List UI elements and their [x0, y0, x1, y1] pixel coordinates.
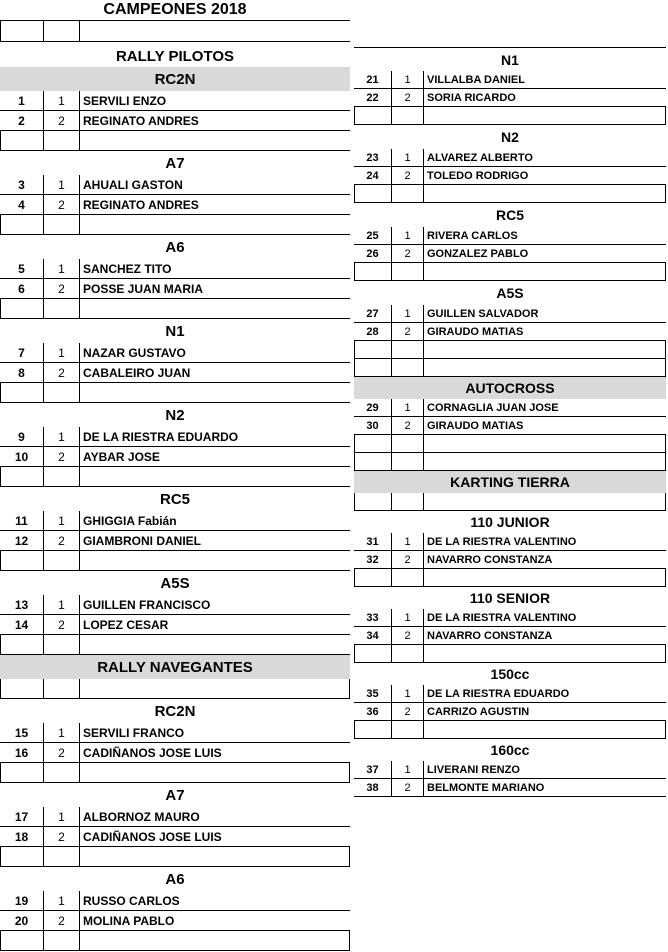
blank-cell	[0, 763, 44, 783]
row-number: 18	[0, 827, 44, 847]
driver-name: NAVARRO CONSTANZA	[424, 627, 666, 645]
driver-name: NAVARRO CONSTANZA	[424, 551, 666, 569]
blank-row	[354, 185, 666, 203]
position: 2	[392, 779, 424, 797]
karting-heading	[354, 471, 666, 493]
blank-row	[0, 215, 350, 235]
position: 1	[44, 343, 80, 363]
blank-cell	[354, 569, 392, 587]
category-heading-text: N1	[165, 322, 185, 340]
table-row	[354, 761, 666, 779]
table-row	[354, 703, 666, 721]
table-row	[0, 259, 350, 279]
driver-name: ALVAREZ ALBERTO	[424, 149, 666, 167]
blank-cell	[392, 493, 424, 511]
blank-cell	[424, 645, 666, 663]
category-heading	[354, 511, 666, 533]
row-number: 2	[0, 111, 44, 131]
category-heading	[0, 319, 350, 343]
table-row	[0, 911, 350, 931]
position: 1	[392, 149, 424, 167]
table-row	[354, 149, 666, 167]
driver-name: GIAMBRONI DANIEL	[80, 531, 350, 551]
blank-row	[0, 551, 350, 571]
position: 1	[44, 723, 80, 743]
blank-cell	[424, 453, 666, 471]
position: 1	[392, 227, 424, 245]
category-heading	[0, 783, 350, 807]
blank-cell	[80, 467, 350, 487]
blank-cell	[392, 645, 424, 663]
row-number: 17	[0, 807, 44, 827]
category-heading	[0, 67, 350, 91]
driver-name: DE LA RIESTRA EDUARDO	[424, 685, 666, 703]
driver-name: CADIÑANOS JOSE LUIS	[80, 827, 350, 847]
blank-row	[0, 383, 350, 403]
rally-pilotos-heading	[0, 45, 350, 67]
blank-row	[0, 679, 350, 699]
position: 1	[44, 427, 80, 447]
position: 1	[44, 511, 80, 531]
rally-navegantes-heading-text: RALLY NAVEGANTES	[97, 658, 253, 676]
table-row	[354, 89, 666, 107]
table-row	[354, 533, 666, 551]
position: 1	[44, 175, 80, 195]
row-number: 16	[0, 743, 44, 763]
row-number: 32	[354, 551, 392, 569]
row-number: 30	[354, 417, 392, 435]
driver-name: GUILLEN SALVADOR	[424, 305, 666, 323]
category-heading-text: A5S	[160, 574, 190, 592]
row-number: 11	[0, 511, 44, 531]
position: 1	[392, 533, 424, 551]
blank-cell	[44, 931, 80, 951]
position: 2	[44, 279, 80, 299]
blank-cell	[424, 263, 666, 281]
position: 2	[392, 703, 424, 721]
table-row	[0, 827, 350, 847]
table-row	[0, 531, 350, 551]
blank-cell	[424, 493, 666, 511]
row-number: 5	[0, 259, 44, 279]
row-number: 21	[354, 71, 392, 89]
table-row	[0, 427, 350, 447]
driver-name: RUSSO CARLOS	[80, 891, 350, 911]
driver-name: DE LA RIESTRA EDUARDO	[80, 427, 350, 447]
table-row	[354, 551, 666, 569]
position: 2	[44, 743, 80, 763]
blank-row	[354, 435, 666, 453]
driver-name: SERVILI ENZO	[80, 91, 350, 111]
table-row	[0, 595, 350, 615]
blank-cell	[392, 721, 424, 739]
blank-row	[0, 299, 350, 319]
blank-cell	[0, 383, 44, 403]
row-number: 9	[0, 427, 44, 447]
blank-cell	[44, 847, 80, 867]
row-number: 26	[354, 245, 392, 263]
blank-cell	[0, 215, 44, 235]
position: 1	[44, 91, 80, 111]
position: 2	[44, 363, 80, 383]
position: 1	[44, 259, 80, 279]
driver-name: AYBAR JOSE	[80, 447, 350, 467]
category-heading-text: A5S	[496, 285, 524, 301]
category-heading-text: RC2N	[154, 702, 196, 720]
table-row	[0, 343, 350, 363]
driver-name: CORNAGLIA JUAN JOSE	[424, 399, 666, 417]
driver-name: SERVILI FRANCO	[80, 723, 350, 743]
blank-row	[354, 107, 666, 125]
blank-row	[0, 763, 350, 783]
category-heading-text: 160cc	[490, 742, 530, 758]
blank-cell	[80, 763, 350, 783]
blank-cell	[0, 931, 44, 951]
table-row	[0, 111, 350, 131]
blank-cell	[80, 635, 350, 655]
position: 2	[44, 447, 80, 467]
table-row	[354, 227, 666, 245]
table-row	[0, 363, 350, 383]
blank-cell	[0, 21, 44, 42]
row-number: 36	[354, 703, 392, 721]
row-number: 31	[354, 533, 392, 551]
blank-cell	[44, 635, 80, 655]
table-row	[0, 447, 350, 467]
row-number: 12	[0, 531, 44, 551]
row-number: 33	[354, 609, 392, 627]
blank-cell	[354, 721, 392, 739]
category-heading	[354, 125, 666, 149]
category-heading-text: A6	[165, 238, 185, 256]
blank-cell	[392, 453, 424, 471]
blank-cell	[354, 453, 392, 471]
blank-cell	[392, 263, 424, 281]
category-heading	[0, 571, 350, 595]
driver-name: GHIGGIA Fabián	[80, 511, 350, 531]
position: 2	[44, 911, 80, 931]
table-row	[0, 891, 350, 911]
blank-cell	[392, 435, 424, 453]
category-heading	[354, 281, 666, 305]
table-row	[0, 807, 350, 827]
autocross-heading	[354, 377, 666, 399]
blank-cell	[424, 721, 666, 739]
blank-row	[0, 131, 350, 151]
blank-row	[0, 847, 350, 867]
category-heading	[0, 151, 350, 175]
blank-cell	[44, 131, 80, 151]
blank-cell	[354, 107, 392, 125]
blank-cell	[0, 551, 44, 571]
rally-navegantes-heading	[0, 655, 350, 679]
blank-cell	[0, 679, 44, 699]
blank-row	[0, 931, 350, 951]
category-heading	[0, 699, 350, 723]
category-heading-text: N2	[165, 406, 185, 424]
blank-cell	[80, 215, 350, 235]
row-number: 3	[0, 175, 44, 195]
row-number: 1	[0, 91, 44, 111]
blank-row	[354, 569, 666, 587]
blank-row	[0, 467, 350, 487]
driver-name: DE LA RIESTRA VALENTINO	[424, 609, 666, 627]
category-heading	[354, 663, 666, 685]
table-row	[0, 615, 350, 635]
table-row	[354, 399, 666, 417]
blank-row	[354, 263, 666, 281]
table-row	[354, 609, 666, 627]
table-row	[0, 195, 350, 215]
row-number: 6	[0, 279, 44, 299]
row-number: 7	[0, 343, 44, 363]
blank-cell	[0, 467, 44, 487]
category-heading-text: 150cc	[490, 666, 530, 682]
driver-name: LIVERANI RENZO	[424, 761, 666, 779]
category-heading-text: A7	[165, 786, 185, 804]
table-row	[354, 627, 666, 645]
table-row	[0, 511, 350, 531]
blank-cell	[424, 107, 666, 125]
blank-cell	[392, 341, 424, 359]
blank-cell	[424, 569, 666, 587]
position: 2	[44, 615, 80, 635]
blank-cell	[392, 107, 424, 125]
table-row	[354, 305, 666, 323]
table-row	[354, 685, 666, 703]
driver-name: TOLEDO RODRIGO	[424, 167, 666, 185]
row-number: 38	[354, 779, 392, 797]
blank-row	[354, 359, 666, 377]
row-number: 20	[0, 911, 44, 931]
row-number: 25	[354, 227, 392, 245]
page-title	[0, 0, 350, 21]
position: 2	[392, 551, 424, 569]
position: 1	[392, 609, 424, 627]
table-row	[354, 71, 666, 89]
driver-name: REGINATO ANDRES	[80, 195, 350, 215]
category-heading	[354, 587, 666, 609]
blank-cell	[354, 359, 392, 377]
blank-cell	[80, 931, 350, 951]
autocross-heading-text: AUTOCROSS	[465, 380, 555, 396]
blank-cell	[44, 21, 80, 42]
page-title-text: CAMPEONES 2018	[103, 1, 247, 18]
right-column	[354, 0, 666, 797]
category-heading-text: N2	[501, 129, 519, 145]
driver-name: GUILLEN FRANCISCO	[80, 595, 350, 615]
position: 1	[392, 685, 424, 703]
blank-cell	[424, 341, 666, 359]
position: 2	[392, 627, 424, 645]
position: 1	[392, 761, 424, 779]
category-heading	[0, 235, 350, 259]
driver-name: GIRAUDO MATIAS	[424, 417, 666, 435]
row-number: 8	[0, 363, 44, 383]
driver-name: REGINATO ANDRES	[80, 111, 350, 131]
row-number: 15	[0, 723, 44, 743]
driver-name: POSSE JUAN MARIA	[80, 279, 350, 299]
blank-cell	[0, 847, 44, 867]
driver-name: GONZALEZ PABLO	[424, 245, 666, 263]
blank-row	[354, 645, 666, 663]
blank-cell	[392, 185, 424, 203]
row-number: 13	[0, 595, 44, 615]
blank-cell	[44, 383, 80, 403]
blank-cell	[80, 299, 350, 319]
row-number: 29	[354, 399, 392, 417]
driver-name: MOLINA PABLO	[80, 911, 350, 931]
blank-cell	[44, 215, 80, 235]
category-heading-text: 110 SENIOR	[469, 590, 551, 606]
blank-cell	[44, 299, 80, 319]
blank-cell	[80, 131, 350, 151]
blank-cell	[44, 467, 80, 487]
blank-cell	[0, 299, 44, 319]
driver-name: ALBORNOZ MAURO	[80, 807, 350, 827]
blank-cell	[354, 435, 392, 453]
category-heading	[354, 739, 666, 761]
driver-name: LOPEZ CESAR	[80, 615, 350, 635]
table-row	[0, 743, 350, 763]
blank-row	[354, 493, 666, 511]
row-number: 4	[0, 195, 44, 215]
position: 2	[44, 195, 80, 215]
driver-name: SORIA RICARDO	[424, 89, 666, 107]
position: 1	[44, 891, 80, 911]
blank-cell	[80, 383, 350, 403]
row-number: 22	[354, 89, 392, 107]
row-number: 19	[0, 891, 44, 911]
blank-cell	[354, 645, 392, 663]
blank-row	[354, 341, 666, 359]
row-number: 34	[354, 627, 392, 645]
driver-name: CABALEIRO JUAN	[80, 363, 350, 383]
blank-row	[354, 453, 666, 471]
row-number: 28	[354, 323, 392, 341]
blank-cell	[0, 635, 44, 655]
blank-cell	[424, 435, 666, 453]
blank-cell	[80, 847, 350, 867]
driver-name: VILLALBA DANIEL	[424, 71, 666, 89]
category-heading	[0, 403, 350, 427]
spacer	[354, 0, 666, 47]
blank-cell	[424, 185, 666, 203]
table-row	[0, 723, 350, 743]
driver-name: RIVERA CARLOS	[424, 227, 666, 245]
row-number: 24	[354, 167, 392, 185]
blank-cell	[80, 679, 350, 699]
blank-row	[354, 721, 666, 739]
driver-name: BELMONTE MARIANO	[424, 779, 666, 797]
blank-cell	[80, 551, 350, 571]
category-heading-text: N1	[501, 51, 519, 68]
row-number: 35	[354, 685, 392, 703]
category-heading-text: RC5	[159, 490, 190, 508]
category-heading	[0, 867, 350, 891]
driver-name: CADIÑANOS JOSE LUIS	[80, 743, 350, 763]
table-row	[0, 175, 350, 195]
blank-cell	[44, 551, 80, 571]
driver-name: DE LA RIESTRA VALENTINO	[424, 533, 666, 551]
category-heading-text: RC2N	[154, 70, 196, 88]
table-row	[0, 91, 350, 111]
category-heading	[354, 47, 666, 71]
driver-name: AHUALI GASTON	[80, 175, 350, 195]
category-heading-text: A6	[165, 870, 185, 888]
row-number: 27	[354, 305, 392, 323]
position: 1	[44, 807, 80, 827]
blank-cell	[354, 263, 392, 281]
blank-cell	[80, 21, 350, 42]
blank-cell	[354, 493, 392, 511]
driver-name: SANCHEZ TITO	[80, 259, 350, 279]
driver-name: CARRIZO AGUSTIN	[424, 703, 666, 721]
table-row	[0, 279, 350, 299]
rally-pilotos-heading-text: RALLY PILOTOS	[115, 47, 235, 65]
position: 2	[392, 245, 424, 263]
blank-row	[0, 635, 350, 655]
position: 2	[392, 323, 424, 341]
blank-row	[0, 21, 350, 42]
blank-cell	[392, 569, 424, 587]
row-number: 14	[0, 615, 44, 635]
driver-name: NAZAR GUSTAVO	[80, 343, 350, 363]
blank-cell	[354, 341, 392, 359]
position: 1	[392, 305, 424, 323]
table-row	[354, 417, 666, 435]
blank-cell	[354, 185, 392, 203]
driver-name: GIRAUDO MATIAS	[424, 323, 666, 341]
table-row	[354, 245, 666, 263]
position: 1	[392, 71, 424, 89]
category-heading-text: 110 JUNIOR	[470, 514, 550, 530]
row-number: 37	[354, 761, 392, 779]
row-number: 23	[354, 149, 392, 167]
karting-heading-text: KARTING TIERRA	[450, 474, 570, 490]
position: 1	[44, 595, 80, 615]
blank-cell	[424, 359, 666, 377]
table-row	[354, 779, 666, 797]
position: 2	[392, 89, 424, 107]
blank-cell	[0, 131, 44, 151]
category-heading-text: A7	[165, 154, 185, 172]
position: 2	[392, 417, 424, 435]
table-row	[354, 323, 666, 341]
category-heading-text: RC5	[495, 207, 524, 223]
table-row	[354, 167, 666, 185]
blank-cell	[392, 359, 424, 377]
position: 2	[44, 827, 80, 847]
category-heading	[0, 487, 350, 511]
category-heading	[354, 203, 666, 227]
position: 2	[44, 531, 80, 551]
position: 2	[392, 167, 424, 185]
position: 2	[44, 111, 80, 131]
row-number: 10	[0, 447, 44, 467]
position: 1	[392, 399, 424, 417]
blank-cell	[44, 763, 80, 783]
blank-cell	[44, 679, 80, 699]
